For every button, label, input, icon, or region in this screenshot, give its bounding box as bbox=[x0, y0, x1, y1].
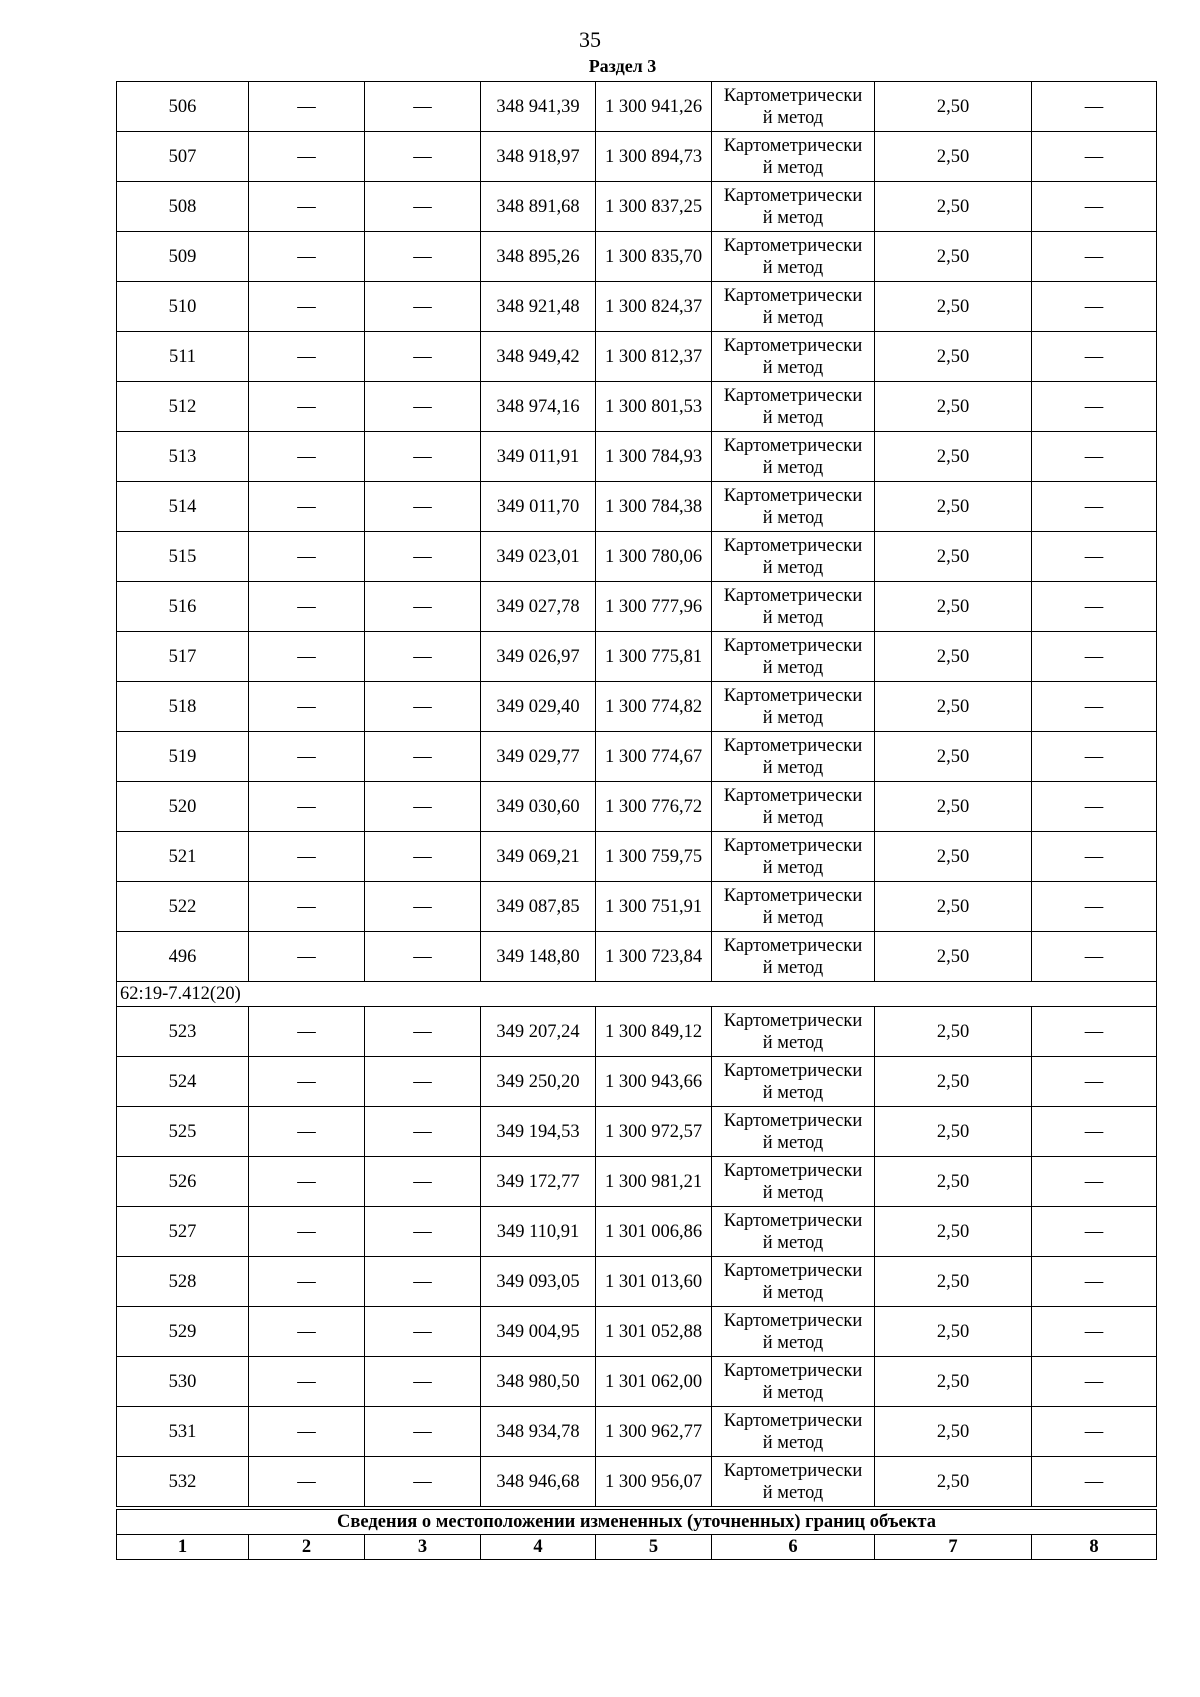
method: Картометрически й метод bbox=[712, 582, 875, 632]
dash-cell: — bbox=[249, 532, 365, 582]
dash-cell: — bbox=[249, 832, 365, 882]
table-caption: Сведения о местоположении измененных (уточненных) границ объекта bbox=[117, 1508, 1157, 1535]
dash-cell: — bbox=[1032, 1407, 1157, 1457]
accuracy: 2,50 bbox=[875, 1157, 1032, 1207]
y-coordinate: 1 300 801,53 bbox=[596, 382, 712, 432]
accuracy: 2,50 bbox=[875, 582, 1032, 632]
x-coordinate: 349 004,95 bbox=[481, 1307, 596, 1357]
x-coordinate: 348 946,68 bbox=[481, 1457, 596, 1509]
dash-cell: — bbox=[1032, 1207, 1157, 1257]
dash-cell: — bbox=[365, 1007, 481, 1057]
dash-cell: — bbox=[249, 232, 365, 282]
point-number: 521 bbox=[117, 832, 249, 882]
dash-cell: — bbox=[365, 532, 481, 582]
accuracy: 2,50 bbox=[875, 1357, 1032, 1407]
accuracy: 2,50 bbox=[875, 682, 1032, 732]
method: Картометрически й метод bbox=[712, 532, 875, 582]
dash-cell: — bbox=[249, 432, 365, 482]
table-row bbox=[117, 82, 1157, 132]
table-row bbox=[117, 632, 1157, 682]
x-coordinate: 349 029,40 bbox=[481, 682, 596, 732]
dash-cell: — bbox=[1032, 382, 1157, 432]
dash-cell: — bbox=[1032, 232, 1157, 282]
accuracy: 2,50 bbox=[875, 1307, 1032, 1357]
point-number: 527 bbox=[117, 1207, 249, 1257]
y-coordinate: 1 300 776,72 bbox=[596, 782, 712, 832]
dash-cell: — bbox=[365, 832, 481, 882]
dash-cell: — bbox=[365, 1257, 481, 1307]
y-coordinate: 1 300 812,37 bbox=[596, 332, 712, 382]
method: Картометрически й метод bbox=[712, 332, 875, 382]
dash-cell: — bbox=[249, 1307, 365, 1357]
point-number: 531 bbox=[117, 1407, 249, 1457]
dash-cell: — bbox=[365, 732, 481, 782]
accuracy: 2,50 bbox=[875, 1457, 1032, 1509]
x-coordinate: 349 207,24 bbox=[481, 1007, 596, 1057]
point-number: 522 bbox=[117, 882, 249, 932]
table-row bbox=[117, 282, 1157, 332]
accuracy: 2,50 bbox=[875, 832, 1032, 882]
point-number: 526 bbox=[117, 1157, 249, 1207]
y-coordinate: 1 300 780,06 bbox=[596, 532, 712, 582]
page-number: 35 bbox=[579, 27, 601, 52]
dash-cell: — bbox=[249, 282, 365, 332]
table-row bbox=[117, 882, 1157, 932]
method: Картометрически й метод bbox=[712, 482, 875, 532]
point-number: 532 bbox=[117, 1457, 249, 1509]
method: Картометрически й метод bbox=[712, 232, 875, 282]
x-coordinate: 348 934,78 bbox=[481, 1407, 596, 1457]
x-coordinate: 348 921,48 bbox=[481, 282, 596, 332]
dash-cell: — bbox=[365, 132, 481, 182]
point-number: 507 bbox=[117, 132, 249, 182]
method: Картометрически й метод bbox=[712, 132, 875, 182]
column-number: 8 bbox=[1032, 1535, 1157, 1560]
dash-cell: — bbox=[1032, 482, 1157, 532]
method: Картометрически й метод bbox=[712, 1257, 875, 1307]
dash-cell: — bbox=[1032, 1357, 1157, 1407]
x-coordinate: 349 172,77 bbox=[481, 1157, 596, 1207]
accuracy: 2,50 bbox=[875, 232, 1032, 282]
table-row bbox=[117, 832, 1157, 882]
dash-cell: — bbox=[1032, 432, 1157, 482]
dash-cell: — bbox=[365, 1107, 481, 1157]
dash-cell: — bbox=[365, 932, 481, 982]
section-title: Раздел 3 bbox=[588, 56, 657, 76]
table-row bbox=[117, 432, 1157, 482]
y-coordinate: 1 300 835,70 bbox=[596, 232, 712, 282]
accuracy: 2,50 bbox=[875, 182, 1032, 232]
point-number: 520 bbox=[117, 782, 249, 832]
point-number: 516 bbox=[117, 582, 249, 632]
method: Картометрически й метод bbox=[712, 1407, 875, 1457]
x-coordinate: 348 949,42 bbox=[481, 332, 596, 382]
accuracy: 2,50 bbox=[875, 632, 1032, 682]
accuracy: 2,50 bbox=[875, 882, 1032, 932]
coordinates-table bbox=[116, 81, 1157, 1560]
y-coordinate: 1 300 972,57 bbox=[596, 1107, 712, 1157]
y-coordinate: 1 300 784,93 bbox=[596, 432, 712, 482]
dash-cell: — bbox=[365, 582, 481, 632]
accuracy: 2,50 bbox=[875, 1407, 1032, 1457]
accuracy: 2,50 bbox=[875, 532, 1032, 582]
point-number: 513 bbox=[117, 432, 249, 482]
method: Картометрически й метод bbox=[712, 632, 875, 682]
dash-cell: — bbox=[1032, 632, 1157, 682]
x-coordinate: 348 941,39 bbox=[481, 82, 596, 132]
dash-cell: — bbox=[1032, 1257, 1157, 1307]
point-number: 525 bbox=[117, 1107, 249, 1157]
method: Картометрически й метод bbox=[712, 932, 875, 982]
x-coordinate: 349 087,85 bbox=[481, 882, 596, 932]
x-coordinate: 349 250,20 bbox=[481, 1057, 596, 1107]
x-coordinate: 349 011,70 bbox=[481, 482, 596, 532]
dash-cell: — bbox=[1032, 132, 1157, 182]
column-number: 4 bbox=[481, 1535, 596, 1560]
table-row bbox=[117, 382, 1157, 432]
y-coordinate: 1 300 774,67 bbox=[596, 732, 712, 782]
dash-cell: — bbox=[249, 132, 365, 182]
table-row bbox=[117, 182, 1157, 232]
table-row bbox=[117, 732, 1157, 782]
dash-cell: — bbox=[365, 782, 481, 832]
point-number: 508 bbox=[117, 182, 249, 232]
dash-cell: — bbox=[249, 182, 365, 232]
dash-cell: — bbox=[1032, 182, 1157, 232]
table-row bbox=[117, 682, 1157, 732]
dash-cell: — bbox=[249, 1357, 365, 1407]
y-coordinate: 1 300 774,82 bbox=[596, 682, 712, 732]
dash-cell: — bbox=[365, 1157, 481, 1207]
dash-cell: — bbox=[1032, 1007, 1157, 1057]
dash-cell: — bbox=[249, 1057, 365, 1107]
method: Картометрически й метод bbox=[712, 1107, 875, 1157]
accuracy: 2,50 bbox=[875, 1257, 1032, 1307]
point-number: 510 bbox=[117, 282, 249, 332]
point-number: 529 bbox=[117, 1307, 249, 1357]
dash-cell: — bbox=[249, 482, 365, 532]
accuracy: 2,50 bbox=[875, 732, 1032, 782]
y-coordinate: 1 300 775,81 bbox=[596, 632, 712, 682]
accuracy: 2,50 bbox=[875, 1057, 1032, 1107]
accuracy: 2,50 bbox=[875, 1107, 1032, 1157]
dash-cell: — bbox=[1032, 932, 1157, 982]
method: Картометрически й метод bbox=[712, 1457, 875, 1509]
table-row bbox=[117, 1007, 1157, 1057]
method: Картометрически й метод bbox=[712, 82, 875, 132]
dash-cell: — bbox=[365, 1357, 481, 1407]
dash-cell: — bbox=[1032, 532, 1157, 582]
point-number: 530 bbox=[117, 1357, 249, 1407]
method: Картометрически й метод bbox=[712, 1007, 875, 1057]
point-number: 524 bbox=[117, 1057, 249, 1107]
dash-cell: — bbox=[249, 382, 365, 432]
y-coordinate: 1 300 824,37 bbox=[596, 282, 712, 332]
method: Картометрически й метод bbox=[712, 1307, 875, 1357]
x-coordinate: 349 148,80 bbox=[481, 932, 596, 982]
point-number: 528 bbox=[117, 1257, 249, 1307]
dash-cell: — bbox=[1032, 732, 1157, 782]
method: Картометрически й метод bbox=[712, 282, 875, 332]
y-coordinate: 1 300 751,91 bbox=[596, 882, 712, 932]
point-number: 512 bbox=[117, 382, 249, 432]
dash-cell: — bbox=[365, 882, 481, 932]
y-coordinate: 1 301 052,88 bbox=[596, 1307, 712, 1357]
dash-cell: — bbox=[365, 632, 481, 682]
dash-cell: — bbox=[365, 1307, 481, 1357]
point-number: 509 bbox=[117, 232, 249, 282]
method: Картометрически й метод bbox=[712, 832, 875, 882]
point-number: 518 bbox=[117, 682, 249, 732]
dash-cell: — bbox=[1032, 82, 1157, 132]
column-number: 5 bbox=[596, 1535, 712, 1560]
dash-cell: — bbox=[1032, 1057, 1157, 1107]
accuracy: 2,50 bbox=[875, 282, 1032, 332]
table-row bbox=[117, 1057, 1157, 1107]
point-number: 519 bbox=[117, 732, 249, 782]
dash-cell: — bbox=[1032, 882, 1157, 932]
accuracy: 2,50 bbox=[875, 82, 1032, 132]
dash-cell: — bbox=[1032, 582, 1157, 632]
column-number: 3 bbox=[365, 1535, 481, 1560]
y-coordinate: 1 300 894,73 bbox=[596, 132, 712, 182]
point-number: 517 bbox=[117, 632, 249, 682]
accuracy: 2,50 bbox=[875, 482, 1032, 532]
column-number: 1 bbox=[117, 1535, 249, 1560]
dash-cell: — bbox=[365, 1457, 481, 1509]
table-row bbox=[117, 1357, 1157, 1407]
method: Картометрически й метод bbox=[712, 782, 875, 832]
accuracy: 2,50 bbox=[875, 132, 1032, 182]
y-coordinate: 1 300 784,38 bbox=[596, 482, 712, 532]
table-row bbox=[117, 1157, 1157, 1207]
dash-cell: — bbox=[249, 82, 365, 132]
dash-cell: — bbox=[365, 82, 481, 132]
accuracy: 2,50 bbox=[875, 1007, 1032, 1057]
y-coordinate: 1 301 013,60 bbox=[596, 1257, 712, 1307]
table-row bbox=[117, 332, 1157, 382]
dash-cell: — bbox=[365, 1207, 481, 1257]
dash-cell: — bbox=[365, 282, 481, 332]
accuracy: 2,50 bbox=[875, 382, 1032, 432]
dash-cell: — bbox=[249, 332, 365, 382]
dash-cell: — bbox=[1032, 332, 1157, 382]
dash-cell: — bbox=[365, 232, 481, 282]
group-label: 62:19-7.412(20) bbox=[117, 982, 1157, 1007]
dash-cell: — bbox=[365, 182, 481, 232]
table-row bbox=[117, 482, 1157, 532]
dash-cell: — bbox=[365, 682, 481, 732]
point-number: 496 bbox=[117, 932, 249, 982]
accuracy: 2,50 bbox=[875, 332, 1032, 382]
table-row bbox=[117, 1107, 1157, 1157]
dash-cell: — bbox=[365, 332, 481, 382]
method: Картометрически й метод bbox=[712, 1157, 875, 1207]
y-coordinate: 1 301 062,00 bbox=[596, 1357, 712, 1407]
y-coordinate: 1 300 943,66 bbox=[596, 1057, 712, 1107]
dash-cell: — bbox=[1032, 682, 1157, 732]
dash-cell: — bbox=[249, 732, 365, 782]
dash-cell: — bbox=[1032, 1457, 1157, 1509]
y-coordinate: 1 300 723,84 bbox=[596, 932, 712, 982]
dash-cell: — bbox=[1032, 282, 1157, 332]
dash-cell: — bbox=[249, 582, 365, 632]
table-row bbox=[117, 132, 1157, 182]
y-coordinate: 1 300 849,12 bbox=[596, 1007, 712, 1057]
caption-row bbox=[117, 1508, 1157, 1535]
method: Картометрически й метод bbox=[712, 1207, 875, 1257]
x-coordinate: 348 891,68 bbox=[481, 182, 596, 232]
dash-cell: — bbox=[249, 682, 365, 732]
table-row bbox=[117, 1207, 1157, 1257]
x-coordinate: 348 980,50 bbox=[481, 1357, 596, 1407]
method: Картометрически й метод bbox=[712, 682, 875, 732]
point-number: 514 bbox=[117, 482, 249, 532]
dash-cell: — bbox=[249, 1457, 365, 1509]
dash-cell: — bbox=[249, 782, 365, 832]
table-row bbox=[117, 1307, 1157, 1357]
x-coordinate: 348 918,97 bbox=[481, 132, 596, 182]
column-numbers-row bbox=[117, 1535, 1157, 1560]
dash-cell: — bbox=[249, 1407, 365, 1457]
table-row bbox=[117, 1257, 1157, 1307]
table-row bbox=[117, 782, 1157, 832]
dash-cell: — bbox=[249, 632, 365, 682]
dash-cell: — bbox=[365, 382, 481, 432]
y-coordinate: 1 300 837,25 bbox=[596, 182, 712, 232]
method: Картометрически й метод bbox=[712, 882, 875, 932]
x-coordinate: 349 029,77 bbox=[481, 732, 596, 782]
table-row bbox=[117, 932, 1157, 982]
point-number: 511 bbox=[117, 332, 249, 382]
x-coordinate: 349 027,78 bbox=[481, 582, 596, 632]
column-number: 2 bbox=[249, 1535, 365, 1560]
dash-cell: — bbox=[365, 1057, 481, 1107]
dash-cell: — bbox=[365, 432, 481, 482]
y-coordinate: 1 300 941,26 bbox=[596, 82, 712, 132]
x-coordinate: 349 023,01 bbox=[481, 532, 596, 582]
x-coordinate: 348 895,26 bbox=[481, 232, 596, 282]
x-coordinate: 349 030,60 bbox=[481, 782, 596, 832]
accuracy: 2,50 bbox=[875, 432, 1032, 482]
method: Картометрически й метод bbox=[712, 1057, 875, 1107]
x-coordinate: 348 974,16 bbox=[481, 382, 596, 432]
dash-cell: — bbox=[1032, 1107, 1157, 1157]
x-coordinate: 349 194,53 bbox=[481, 1107, 596, 1157]
table-row bbox=[117, 1407, 1157, 1457]
dash-cell: — bbox=[365, 1407, 481, 1457]
method: Картометрически й метод bbox=[712, 1357, 875, 1407]
dash-cell: — bbox=[249, 1257, 365, 1307]
dash-cell: — bbox=[249, 882, 365, 932]
method: Картометрически й метод bbox=[712, 382, 875, 432]
group-row bbox=[117, 982, 1157, 1007]
method: Картометрически й метод bbox=[712, 432, 875, 482]
accuracy: 2,50 bbox=[875, 1207, 1032, 1257]
column-number: 7 bbox=[875, 1535, 1032, 1560]
y-coordinate: 1 300 962,77 bbox=[596, 1407, 712, 1457]
table-row bbox=[117, 532, 1157, 582]
accuracy: 2,50 bbox=[875, 932, 1032, 982]
table-row bbox=[117, 1457, 1157, 1509]
x-coordinate: 349 069,21 bbox=[481, 832, 596, 882]
point-number: 515 bbox=[117, 532, 249, 582]
dash-cell: — bbox=[1032, 782, 1157, 832]
y-coordinate: 1 300 759,75 bbox=[596, 832, 712, 882]
method: Картометрически й метод bbox=[712, 732, 875, 782]
dash-cell: — bbox=[249, 932, 365, 982]
dash-cell: — bbox=[365, 482, 481, 532]
point-number: 523 bbox=[117, 1007, 249, 1057]
column-number: 6 bbox=[712, 1535, 875, 1560]
dash-cell: — bbox=[1032, 1157, 1157, 1207]
method: Картометрически й метод bbox=[712, 182, 875, 232]
x-coordinate: 349 110,91 bbox=[481, 1207, 596, 1257]
x-coordinate: 349 011,91 bbox=[481, 432, 596, 482]
point-number: 506 bbox=[117, 82, 249, 132]
y-coordinate: 1 301 006,86 bbox=[596, 1207, 712, 1257]
table-row bbox=[117, 232, 1157, 282]
accuracy: 2,50 bbox=[875, 782, 1032, 832]
table-row bbox=[117, 582, 1157, 632]
dash-cell: — bbox=[249, 1157, 365, 1207]
dash-cell: — bbox=[249, 1107, 365, 1157]
x-coordinate: 349 093,05 bbox=[481, 1257, 596, 1307]
y-coordinate: 1 300 956,07 bbox=[596, 1457, 712, 1509]
x-coordinate: 349 026,97 bbox=[481, 632, 596, 682]
dash-cell: — bbox=[249, 1007, 365, 1057]
dash-cell: — bbox=[249, 1207, 365, 1257]
dash-cell: — bbox=[1032, 832, 1157, 882]
y-coordinate: 1 300 777,96 bbox=[596, 582, 712, 632]
dash-cell: — bbox=[1032, 1307, 1157, 1357]
y-coordinate: 1 300 981,21 bbox=[596, 1157, 712, 1207]
